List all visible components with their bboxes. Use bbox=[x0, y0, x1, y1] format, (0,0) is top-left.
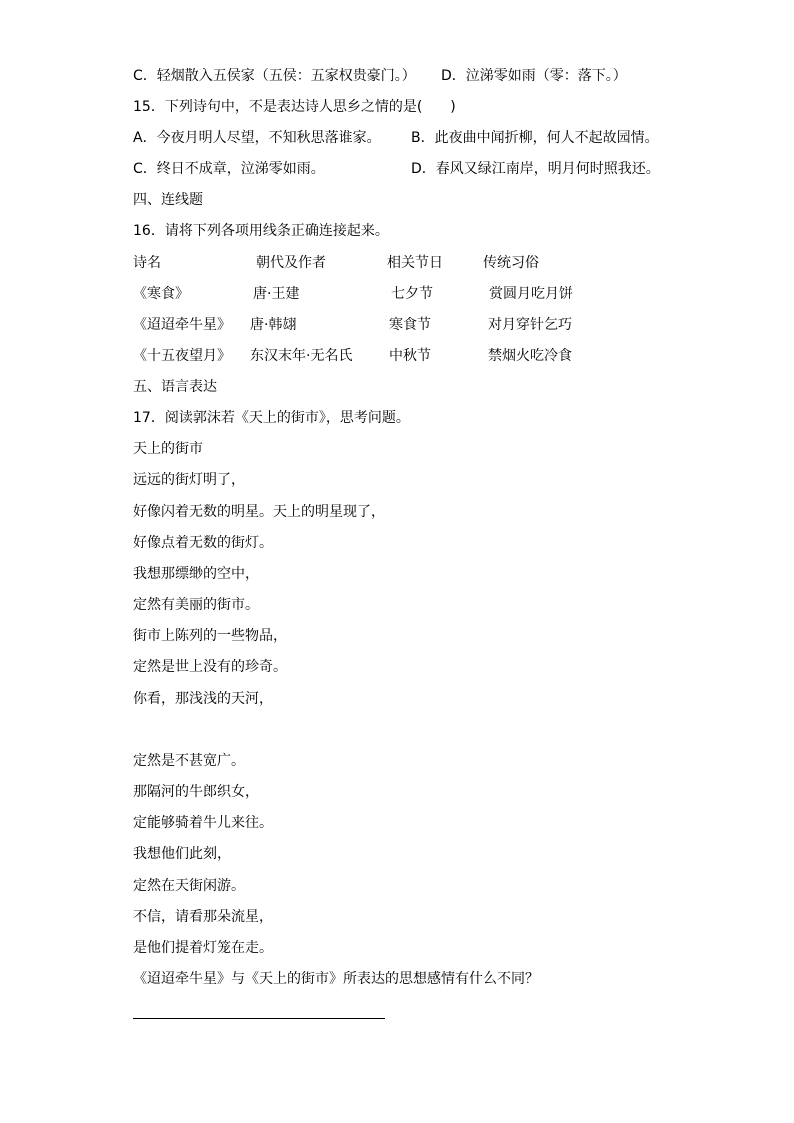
match-poem: 《十五夜望月》 bbox=[133, 348, 231, 364]
match-author: 东汉末年·无名氏 bbox=[250, 348, 353, 364]
section-five-heading: 五、语言表达 bbox=[133, 379, 217, 395]
poem-line: 定然有美丽的街市。 bbox=[133, 597, 259, 613]
match-header-author: 朝代及作者 bbox=[256, 255, 326, 271]
match-custom: 对月穿针乞巧 bbox=[488, 317, 572, 333]
poem-line: 定然在天街闲游。 bbox=[133, 878, 245, 894]
poem-line: 我想他们此刻， bbox=[133, 846, 231, 862]
q17-stem: 17．阅读郭沫若《天上的街市》，思考问题。 bbox=[133, 410, 410, 426]
poem-line: 我想那缥缈的空中， bbox=[133, 566, 259, 582]
poem-line: 是他们提着灯笼在走。 bbox=[133, 940, 273, 956]
match-author: 唐·王建 bbox=[253, 286, 300, 302]
poem-line: 你看，那浅浅的天河， bbox=[133, 691, 273, 707]
match-poem: 《寒食》 bbox=[133, 286, 189, 302]
answer-blank-line[interactable] bbox=[133, 1018, 385, 1019]
match-custom: 禁烟火吃冷食 bbox=[488, 348, 572, 364]
section-four-heading: 四、连线题 bbox=[133, 192, 203, 208]
poem-line: 好像闪着无数的明星。天上的明星现了， bbox=[133, 504, 385, 520]
q16-stem: 16．请将下列各项用线条正确连接起来。 bbox=[133, 223, 389, 239]
match-festival: 七夕节 bbox=[391, 286, 433, 302]
q15-option-d: D．春风又绿江南岸，明月何时照我还。 bbox=[411, 161, 660, 177]
poem-line: 定然是世上没有的珍奇。 bbox=[133, 659, 287, 675]
match-poem: 《迢迢牵牛星》 bbox=[133, 317, 231, 333]
poem-title: 天上的街市 bbox=[133, 441, 203, 457]
poem-line: 好像点着无数的街灯。 bbox=[133, 535, 273, 551]
poem-line: 那隔河的牛郎织女， bbox=[133, 784, 259, 800]
poem-line: 不信，请看那朵流星， bbox=[133, 909, 273, 925]
q15-option-a: A．今夜月明人尽望，不知秋思落谁家。 bbox=[133, 130, 381, 146]
q15-option-b: B．此夜曲中闻折柳，何人不起故园情。 bbox=[411, 130, 659, 146]
match-header-custom: 传统习俗 bbox=[483, 255, 539, 271]
match-festival: 中秋节 bbox=[389, 348, 431, 364]
poem-line: 定然是不甚宽广。 bbox=[133, 753, 245, 769]
poem-line: 远远的街灯明了， bbox=[133, 472, 245, 488]
q17-question: 《迢迢牵牛星》与《天上的街市》所表达的思想感情有什么不同？ bbox=[133, 971, 539, 987]
poem-line: 街市上陈列的一些物品， bbox=[133, 628, 287, 644]
match-header-poem: 诗名 bbox=[133, 255, 161, 271]
q15-stem: 15．下列诗句中，不是表达诗人思乡之情的是( ) bbox=[133, 99, 456, 115]
match-header-festival: 相关节日 bbox=[387, 255, 443, 271]
q15-option-c: C．终日不成章，泣涕零如雨。 bbox=[133, 161, 325, 177]
match-festival: 寒食节 bbox=[389, 317, 431, 333]
match-author: 唐·韩翃 bbox=[250, 317, 297, 333]
q14-option-c: C．轻烟散入五侯家（五侯：五家权贵豪门。） bbox=[133, 68, 416, 84]
match-custom: 赏圆月吃月饼 bbox=[489, 286, 573, 302]
poem-line: 定能够骑着牛儿来往。 bbox=[133, 815, 273, 831]
q14-option-d: D．泣涕零如雨（零：落下。） bbox=[441, 68, 627, 84]
